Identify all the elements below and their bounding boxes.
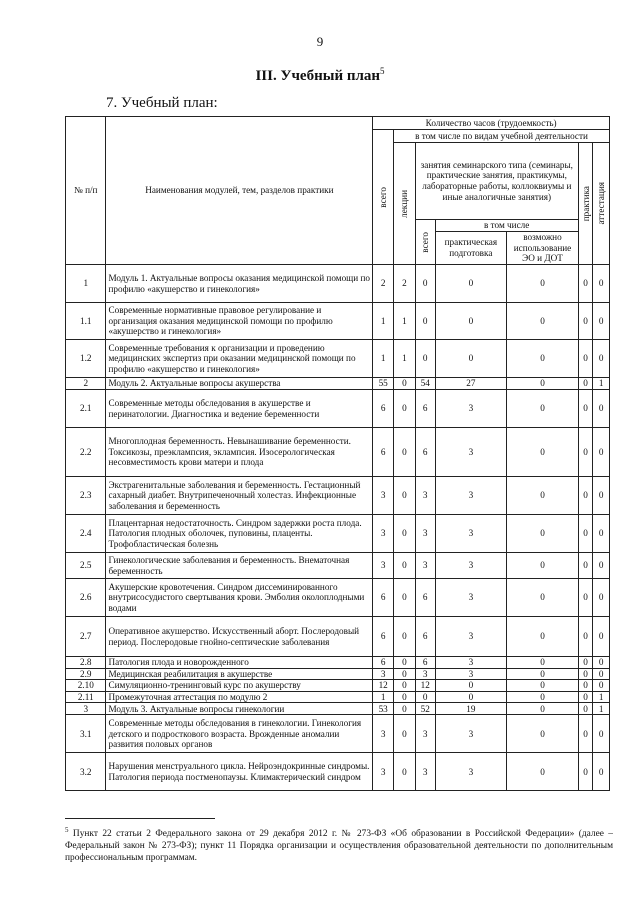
- row-total: 6: [373, 579, 394, 617]
- footnote: [65, 824, 613, 864]
- row-seminar: 3: [415, 477, 435, 515]
- row-num: 2.2: [66, 428, 106, 477]
- row-total: 3: [373, 668, 394, 680]
- row-practice: 0: [578, 390, 593, 428]
- row-lectures: 0: [394, 477, 416, 515]
- row-attestation: 0: [593, 428, 610, 477]
- row-practical: 0: [435, 303, 507, 340]
- row-practice: 0: [578, 378, 593, 390]
- row-attestation: 0: [593, 680, 610, 692]
- row-practical: 3: [435, 715, 507, 753]
- row-name: Экстрагенитальные заболевания и беременность. Гестационный сахарный диабет. Внутрипеченочный холестаз. Инфекционные заболевания и беременность: [106, 477, 373, 515]
- header-attestation-text: аттестация: [595, 182, 606, 225]
- row-practice: 0: [578, 680, 593, 692]
- table-row: [66, 515, 610, 553]
- row-practice: 0: [578, 617, 593, 657]
- header-eo-dot: возможно использование ЭО и ДОТ: [507, 232, 579, 265]
- header-lectures-text: лекции: [399, 189, 410, 218]
- row-seminar: 0: [415, 265, 435, 303]
- row-lectures: 0: [394, 715, 416, 753]
- row-name: Медицинская реабилитация в акушерстве: [106, 668, 373, 680]
- row-num: 2: [66, 378, 106, 390]
- table-row: [66, 657, 610, 669]
- row-total: 55: [373, 378, 394, 390]
- footnote-text: Пункт 22 статьи 2 Федерального закона от 29 декабря 2012 г. № 273-ФЗ «Об образовании в Российской Федерации» (далее – Федеральный закон № 273-ФЗ); пункт 11 Порядка организации и осуществления образовательной деятельности по дополнительным профессиональным программам.: [65, 829, 613, 864]
- row-name: Современные требования к организации и проведению медицинских экспертиз при оказании медицинской помощи по профилю «акушерство и гинекология»: [106, 340, 373, 378]
- row-total: 1: [373, 340, 394, 378]
- table-row: [66, 340, 610, 378]
- row-practical: 3: [435, 657, 507, 669]
- row-lectures: 0: [394, 378, 416, 390]
- row-eo-dot: 0: [507, 477, 579, 515]
- row-eo-dot: 0: [507, 553, 579, 579]
- row-name: Патология плода и новорожденного: [106, 657, 373, 669]
- row-eo-dot: 0: [507, 265, 579, 303]
- section-footnote-mark: 5: [380, 66, 385, 76]
- row-eo-dot: 0: [507, 515, 579, 553]
- row-attestation: 0: [593, 303, 610, 340]
- table-row: [66, 753, 610, 791]
- row-num: 2.9: [66, 668, 106, 680]
- row-practical: 3: [435, 390, 507, 428]
- row-total: 1: [373, 303, 394, 340]
- row-eo-dot: 0: [507, 703, 579, 715]
- row-practical: 3: [435, 515, 507, 553]
- row-practice: 0: [578, 515, 593, 553]
- row-name: Промежуточная аттестация по модулю 2: [106, 691, 373, 703]
- table-row: [66, 715, 610, 753]
- row-name: Гинекологические заболевания и беременность. Внематочная беременность: [106, 553, 373, 579]
- row-seminar: 6: [415, 657, 435, 669]
- row-practical: 0: [435, 680, 507, 692]
- curriculum-table: [65, 116, 610, 791]
- row-attestation: 1: [593, 691, 610, 703]
- row-attestation: 0: [593, 477, 610, 515]
- row-num: 2.8: [66, 657, 106, 669]
- row-lectures: 0: [394, 553, 416, 579]
- row-name: Модуль 1. Актуальные вопросы оказания медицинской помощи по профилю «акушерство и гинекология»: [106, 265, 373, 303]
- row-practice: 0: [578, 657, 593, 669]
- row-name: Нарушения менструального цикла. Нейроэндокринные синдромы. Патология периода постменопаузы. Климактерический синдром: [106, 753, 373, 791]
- row-practice: 0: [578, 703, 593, 715]
- row-seminar: 3: [415, 668, 435, 680]
- header-hours-total: Количество часов (трудоемкость): [373, 117, 610, 130]
- row-eo-dot: 0: [507, 715, 579, 753]
- row-num: 2.7: [66, 617, 106, 657]
- row-lectures: 0: [394, 691, 416, 703]
- row-practical: 3: [435, 753, 507, 791]
- row-total: 6: [373, 657, 394, 669]
- row-eo-dot: 0: [507, 680, 579, 692]
- row-lectures: 1: [394, 303, 416, 340]
- row-eo-dot: 0: [507, 428, 579, 477]
- row-lectures: 0: [394, 428, 416, 477]
- row-lectures: 0: [394, 703, 416, 715]
- row-practical: 27: [435, 378, 507, 390]
- row-lectures: 2: [394, 265, 416, 303]
- row-attestation: 1: [593, 378, 610, 390]
- row-attestation: 0: [593, 265, 610, 303]
- row-eo-dot: 0: [507, 617, 579, 657]
- row-seminar: 54: [415, 378, 435, 390]
- table-row: [66, 265, 610, 303]
- row-seminar: 3: [415, 753, 435, 791]
- row-practical: 0: [435, 691, 507, 703]
- header-practice-text: практика: [580, 185, 591, 222]
- header-practice: [578, 143, 593, 265]
- row-num: 2.3: [66, 477, 106, 515]
- row-name: Современные методы обследования в гинекологии. Гинекология детского и подросткового возраста. Врожденные аномалии развития половых органов: [106, 715, 373, 753]
- header-attestation: [593, 143, 610, 265]
- row-eo-dot: 0: [507, 303, 579, 340]
- row-seminar: 6: [415, 579, 435, 617]
- row-lectures: 0: [394, 680, 416, 692]
- section-title: [0, 66, 640, 85]
- row-lectures: 0: [394, 390, 416, 428]
- row-attestation: 0: [593, 553, 610, 579]
- row-practice: 0: [578, 265, 593, 303]
- row-attestation: 1: [593, 703, 610, 715]
- row-num: 2.10: [66, 680, 106, 692]
- header-total: [373, 130, 394, 265]
- row-attestation: 0: [593, 657, 610, 669]
- row-lectures: 0: [394, 515, 416, 553]
- row-total: 1: [373, 691, 394, 703]
- row-practical: 3: [435, 553, 507, 579]
- header-seminar: занятия семинарского типа (семинары, практические занятия, практикумы, лабораторные работы, коллоквиумы и иные аналогичные занятия): [415, 143, 578, 220]
- row-seminar: 0: [415, 691, 435, 703]
- row-name: Современные нормативные правовое регулирование и организация оказания медицинской помощи по профилю «акушерство и гинекология»: [106, 303, 373, 340]
- row-practice: 0: [578, 428, 593, 477]
- row-attestation: 0: [593, 515, 610, 553]
- curriculum-body: [66, 265, 610, 791]
- row-practice: 0: [578, 691, 593, 703]
- table-row: [66, 378, 610, 390]
- row-total: 2: [373, 265, 394, 303]
- row-practical: 3: [435, 428, 507, 477]
- row-num: 2.1: [66, 390, 106, 428]
- row-practical: 0: [435, 265, 507, 303]
- row-practice: 0: [578, 553, 593, 579]
- row-attestation: 0: [593, 617, 610, 657]
- row-name: Модуль 3. Актуальные вопросы гинекологии: [106, 703, 373, 715]
- row-attestation: 0: [593, 668, 610, 680]
- row-practice: 0: [578, 715, 593, 753]
- row-attestation: 0: [593, 579, 610, 617]
- row-seminar: 6: [415, 428, 435, 477]
- row-attestation: 0: [593, 753, 610, 791]
- table-row: [66, 691, 610, 703]
- row-total: 6: [373, 428, 394, 477]
- row-eo-dot: 0: [507, 753, 579, 791]
- table-row: [66, 617, 610, 657]
- row-num: 2.11: [66, 691, 106, 703]
- row-seminar: 6: [415, 617, 435, 657]
- row-seminar: 0: [415, 340, 435, 378]
- row-attestation: 0: [593, 390, 610, 428]
- row-total: 3: [373, 515, 394, 553]
- row-practice: 0: [578, 579, 593, 617]
- row-practice: 0: [578, 303, 593, 340]
- row-practice: 0: [578, 477, 593, 515]
- table-row: [66, 303, 610, 340]
- row-seminar: 12: [415, 680, 435, 692]
- row-total: 6: [373, 390, 394, 428]
- footnote-divider: [65, 818, 215, 819]
- row-eo-dot: 0: [507, 668, 579, 680]
- row-num: 1.2: [66, 340, 106, 378]
- row-total: 53: [373, 703, 394, 715]
- header-incl: в том числе: [435, 220, 578, 232]
- row-practical: 0: [435, 340, 507, 378]
- row-num: 3.1: [66, 715, 106, 753]
- table-row: [66, 668, 610, 680]
- row-name: Модуль 2. Актуальные вопросы акушерства: [106, 378, 373, 390]
- row-lectures: 0: [394, 657, 416, 669]
- row-total: 12: [373, 680, 394, 692]
- header-num: № п/п: [66, 117, 106, 265]
- row-practical: 3: [435, 668, 507, 680]
- row-seminar: 0: [415, 303, 435, 340]
- row-name: Симуляционно-тренинговый курс по акушерству: [106, 680, 373, 692]
- row-practical: 3: [435, 477, 507, 515]
- table-row: [66, 579, 610, 617]
- row-lectures: 0: [394, 579, 416, 617]
- row-num: 2.5: [66, 553, 106, 579]
- row-seminar: 52: [415, 703, 435, 715]
- header-lectures: [394, 143, 416, 265]
- row-practice: 0: [578, 668, 593, 680]
- row-num: 1: [66, 265, 106, 303]
- row-seminar: 3: [415, 553, 435, 579]
- row-practical: 3: [435, 617, 507, 657]
- header-total-text: всего: [377, 186, 388, 208]
- table-row: [66, 553, 610, 579]
- row-total: 3: [373, 715, 394, 753]
- row-lectures: 1: [394, 340, 416, 378]
- footnote-mark: 5: [65, 826, 69, 834]
- row-attestation: 0: [593, 340, 610, 378]
- row-eo-dot: 0: [507, 340, 579, 378]
- row-name: Акушерские кровотечения. Синдром диссеминированного внутрисосудистого свертывания крови. Эмболия околоплодными водами: [106, 579, 373, 617]
- row-lectures: 0: [394, 617, 416, 657]
- row-practical: 3: [435, 579, 507, 617]
- row-lectures: 0: [394, 753, 416, 791]
- header-sem-total: [415, 220, 435, 265]
- row-num: 1.1: [66, 303, 106, 340]
- header-incl-types: в том числе по видам учебной деятельности: [394, 130, 610, 143]
- row-total: 3: [373, 477, 394, 515]
- row-seminar: 3: [415, 515, 435, 553]
- row-name: Многоплодная беременность. Невынашивание беременности. Токсикозы, преэклампсия, эклампсия. Изосерологическая несовместимость крови матери и плода: [106, 428, 373, 477]
- table-row: [66, 703, 610, 715]
- row-eo-dot: 0: [507, 579, 579, 617]
- row-practice: 0: [578, 340, 593, 378]
- section-title-text: III. Учебный план: [255, 68, 381, 84]
- row-name: Оперативное акушерство. Искусственный аборт. Послеродовый период. Послеродовые гнойно-септические заболевания: [106, 617, 373, 657]
- row-total: 3: [373, 753, 394, 791]
- row-eo-dot: 0: [507, 378, 579, 390]
- row-seminar: 3: [415, 715, 435, 753]
- row-total: 6: [373, 617, 394, 657]
- row-total: 3: [373, 553, 394, 579]
- header-practical: практическая подготовка: [435, 232, 507, 265]
- row-num: 2.4: [66, 515, 106, 553]
- row-name: Современные методы обследования в акушерстве и перинатологии. Диагностика и ведение беременности: [106, 390, 373, 428]
- table-row: [66, 477, 610, 515]
- row-attestation: 0: [593, 715, 610, 753]
- row-num: 3.2: [66, 753, 106, 791]
- row-seminar: 6: [415, 390, 435, 428]
- table-row: [66, 680, 610, 692]
- row-eo-dot: 0: [507, 390, 579, 428]
- row-num: 3: [66, 703, 106, 715]
- header-sem-total-text: всего: [419, 231, 430, 253]
- row-practical: 19: [435, 703, 507, 715]
- page-number: 9: [316, 34, 324, 49]
- row-name: Плацентарная недостаточность. Синдром задержки роста плода. Патология плодных оболочек, пуповины, плаценты. Трофобластическая болезнь: [106, 515, 373, 553]
- row-eo-dot: 0: [507, 691, 579, 703]
- table-row: [66, 428, 610, 477]
- row-lectures: 0: [394, 668, 416, 680]
- subtitle: 7. Учебный план:: [106, 95, 218, 111]
- header-name: Наименования модулей, тем, разделов практики: [106, 117, 373, 265]
- row-practice: 0: [578, 753, 593, 791]
- row-eo-dot: 0: [507, 657, 579, 669]
- row-num: 2.6: [66, 579, 106, 617]
- table-row: [66, 390, 610, 428]
